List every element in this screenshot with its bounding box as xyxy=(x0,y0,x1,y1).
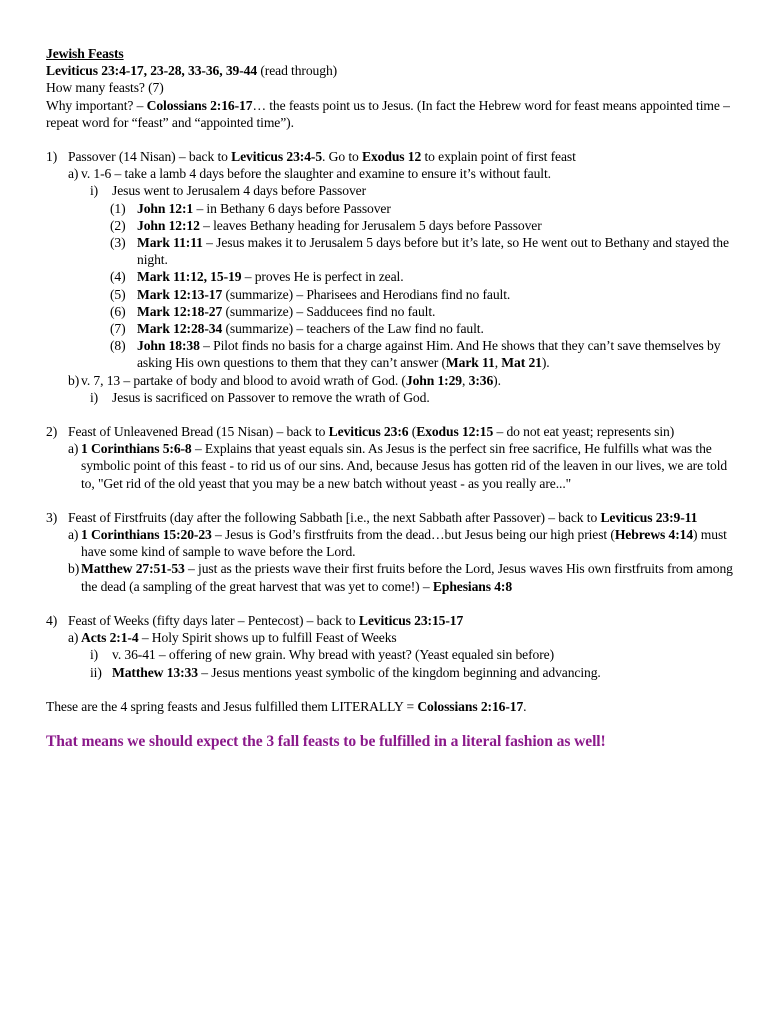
feast-subpoint xyxy=(46,664,736,681)
list-marker: 1) xyxy=(46,149,58,165)
list-marker: 3) xyxy=(46,509,58,525)
scripture-reference: Leviticus 23:15-17 xyxy=(358,612,464,628)
text-run: , xyxy=(462,372,469,388)
scripture-reference: Colossians 2:16-17 xyxy=(146,97,253,113)
scripture-reference: Mark 12:18-27 xyxy=(137,303,223,319)
intro-line xyxy=(46,97,736,131)
text-run: – do not eat yeast; represents sin) xyxy=(493,424,675,440)
intro-line xyxy=(46,62,736,79)
feast-item xyxy=(46,200,736,217)
list-marker: (7) xyxy=(110,321,126,337)
scripture-reference: Hebrews 4:14 xyxy=(614,527,694,543)
text-run: (read through) xyxy=(257,63,338,79)
scripture-reference: John 18:38 xyxy=(137,338,200,354)
feast-subpoint xyxy=(46,646,736,663)
text-run: – Holy Spirit shows up to fulfill Feast of Weeks xyxy=(138,630,397,646)
text-run: ). xyxy=(493,372,501,388)
text-run: – proves He is perfect in zeal. xyxy=(241,269,404,285)
feast-heading xyxy=(46,423,736,440)
scripture-reference: Mark 11 xyxy=(445,355,495,371)
intro-section xyxy=(46,62,736,131)
section-gap xyxy=(46,406,736,423)
list-marker: (4) xyxy=(110,269,126,285)
text-run: – Pilot finds no basis for a charge against Him. And He shows that they can’t save themselves by asking His own questions to them that they can’t answer ( xyxy=(137,338,721,371)
feast-heading xyxy=(46,148,736,165)
list-marker: 4) xyxy=(46,612,58,628)
feast-item xyxy=(46,234,736,268)
list-marker: (1) xyxy=(110,200,126,216)
feast-item xyxy=(46,337,736,371)
text-run: ( xyxy=(408,424,417,440)
text-run: – just as the priests wave their first fruits before the Lord, Jesus waves His own firstfruits from among the dead (a sampling of the great harvest that was yet to come!) – xyxy=(81,561,733,594)
intro-line xyxy=(46,79,736,96)
text-run: , xyxy=(494,355,502,371)
document-title: Jewish Feasts xyxy=(46,46,124,61)
scripture-reference: Mark 12:13-17 xyxy=(137,286,223,302)
feast-point xyxy=(46,629,736,646)
scripture-reference: 3:36 xyxy=(468,372,494,388)
text-run: Passover (14 Nisan) – back to xyxy=(68,149,232,165)
section-gap xyxy=(46,595,736,612)
text-run: ) must have some kind of sample to wave before the Lord. xyxy=(81,527,727,560)
list-marker: a) xyxy=(68,441,79,457)
list-marker: a) xyxy=(68,166,79,182)
text-run: . xyxy=(523,698,527,714)
feast-item xyxy=(46,320,736,337)
feast-item xyxy=(46,303,736,320)
conclusion-callout: That means we should expect the 3 fall feasts to be fulfilled in a literal fashion as well! xyxy=(46,732,606,750)
scripture-reference: John 1:29 xyxy=(405,372,463,388)
list-marker: (2) xyxy=(110,217,126,233)
scripture-reference: Mat 21 xyxy=(501,355,542,371)
text-run: v. 36-41 – offering of new grain. Why bread with yeast? (Yeast equaled sin before) xyxy=(112,647,555,663)
text-run: – Jesus makes it to Jerusalem 5 days before but it’s late, so He went out to Bethany and stayed the night. xyxy=(137,235,729,268)
scripture-reference: Acts 2:1-4 xyxy=(81,630,139,646)
text-run: (summarize) – Sadducees find no fault. xyxy=(222,303,436,319)
scripture-reference: John 12:12 xyxy=(137,217,200,233)
feast-heading xyxy=(46,509,736,526)
scripture-reference: Mark 11:12, 15-19 xyxy=(137,269,242,285)
scripture-reference: Exodus 12:15 xyxy=(416,424,494,440)
feast-point xyxy=(46,372,736,389)
list-marker: i) xyxy=(90,183,99,199)
text-run: Feast of Weeks (fifty days later – Pentecost) – back to xyxy=(68,612,359,628)
summary-line xyxy=(46,698,736,715)
section-gap xyxy=(46,681,736,698)
scripture-reference: Colossians 2:16-17 xyxy=(417,698,524,714)
text-run: – in Bethany 6 days before Passover xyxy=(193,200,391,216)
scripture-reference: Matthew 27:51-53 xyxy=(81,561,185,577)
text-run: (summarize) – teachers of the Law find no fault. xyxy=(222,321,484,337)
feast-point xyxy=(46,165,736,182)
text-run: – leaves Bethany heading for Jerusalem 5 days before Passover xyxy=(199,217,542,233)
list-marker: a) xyxy=(68,630,79,646)
list-marker: i) xyxy=(90,389,99,405)
feast-list xyxy=(46,148,736,698)
feast-item xyxy=(46,217,736,234)
feast-subpoint xyxy=(46,389,736,406)
list-marker: ii) xyxy=(90,664,102,680)
feast-point xyxy=(46,526,736,560)
scripture-reference: Leviticus 23:4-5 xyxy=(231,149,323,165)
text-run: Feast of Unleavened Bread (15 Nisan) – back to xyxy=(68,424,329,440)
scripture-reference: 1 Corinthians 15:20-23 xyxy=(81,527,212,543)
text-run: … the feasts point us to Jesus. (In fact the Hebrew word for feast means appointed time – repeat word for “feast” and “appointed time”). xyxy=(46,97,730,130)
scripture-reference: Leviticus 23:4-17, 23-28, 33-36, 39-44 xyxy=(46,63,258,79)
text-run: These are the 4 spring feasts and Jesus fulfilled them LITERALLY = xyxy=(46,698,418,714)
text-run: How many feasts? (7) xyxy=(46,80,164,96)
list-marker: (6) xyxy=(110,303,126,319)
list-marker: (8) xyxy=(110,338,126,354)
scripture-reference: John 12:1 xyxy=(137,200,194,216)
feast-point xyxy=(46,560,736,594)
list-marker: b) xyxy=(68,561,80,577)
scripture-reference: 1 Corinthians 5:6-8 xyxy=(81,441,192,457)
scripture-reference: Ephesians 4:8 xyxy=(432,578,513,594)
text-run: v. 1-6 – take a lamb 4 days before the slaughter and examine to ensure it’s without fault. xyxy=(81,166,551,182)
list-marker: 2) xyxy=(46,424,58,440)
text-run: Feast of Firstfruits (day after the following Sabbath [i.e., the next Sabbath after Passover) – back to xyxy=(68,509,601,525)
text-run: (summarize) – Pharisees and Herodians find no fault. xyxy=(222,286,511,302)
text-run: Jesus is sacrificed on Passover to remove the wrath of God. xyxy=(112,389,430,405)
list-marker: b) xyxy=(68,372,80,388)
section-gap xyxy=(46,492,736,509)
scripture-reference: Matthew 13:33 xyxy=(112,664,198,680)
scripture-reference: Mark 11:11 xyxy=(137,235,203,251)
scripture-reference: Leviticus 23:9-11 xyxy=(600,509,698,525)
list-marker: (3) xyxy=(110,235,126,251)
feast-item xyxy=(46,286,736,303)
text-run: – Jesus is God’s firstfruits from the dead…but Jesus being our high priest ( xyxy=(211,527,615,543)
text-run: Jesus went to Jerusalem 4 days before Passover xyxy=(112,183,367,199)
text-run: – Explains that yeast equals sin. As Jesus is the perfect sin free sacrifice, He fulfills what was the symbolic point of this feast - to rid us of our sins. And, because Jesus has gotten rid of the leaven in our lives, we are told to, "Get rid of the old yeast that you may be a new batch without yeast - as you really are..." xyxy=(81,441,728,491)
list-marker: a) xyxy=(68,527,79,543)
list-marker: (5) xyxy=(110,286,126,302)
scripture-reference: Exodus 12 xyxy=(362,149,422,165)
text-run: ). xyxy=(541,355,550,371)
text-run: – Jesus mentions yeast symbolic of the kingdom beginning and advancing. xyxy=(197,664,601,680)
feast-point xyxy=(46,440,736,492)
text-run: . Go to xyxy=(322,149,363,165)
text-run: v. 7, 13 – partake of body and blood to avoid wrath of God. ( xyxy=(81,372,406,388)
feast-item xyxy=(46,268,736,285)
scripture-reference: Mark 12:28-34 xyxy=(137,321,223,337)
text-run: Why important? – xyxy=(46,97,147,113)
list-marker: i) xyxy=(90,647,99,663)
feast-subpoint xyxy=(46,182,736,199)
text-run: to explain point of first feast xyxy=(421,149,576,165)
scripture-reference: Leviticus 23:6 xyxy=(328,424,409,440)
document-body xyxy=(46,45,736,768)
feast-heading xyxy=(46,612,736,629)
